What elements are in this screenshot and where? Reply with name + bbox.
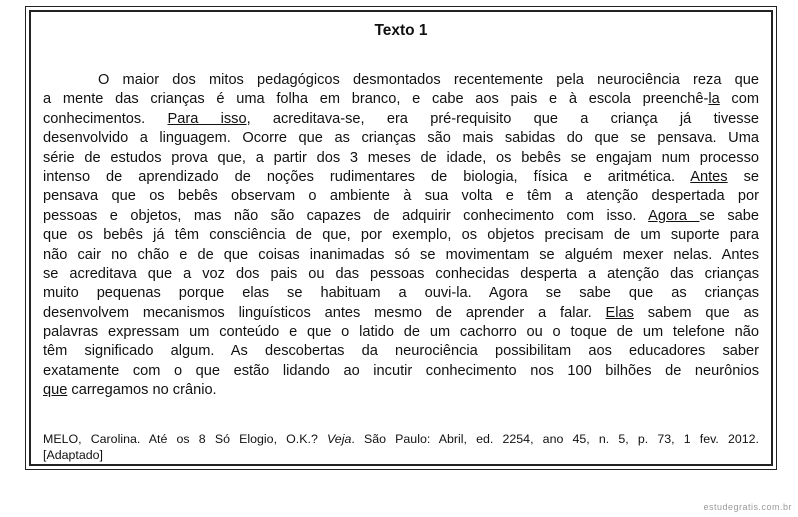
paragraph-line — [43, 90, 759, 109]
paragraph-line — [43, 71, 759, 90]
underlined-term: Elas — [605, 304, 634, 321]
reference-line — [43, 431, 759, 447]
text-segment: se acreditava que a voz dos pais ou das pessoas conhecidas desperta a atenção das crianças — [43, 265, 759, 282]
text-segment: pensava que os bebês observam o ambiente à sua volta e têm a atenção despertada por — [43, 188, 759, 205]
text-segment: exatamente com o que estão lidando ao incutir conhecimento nos 100 bilhões de neurônios — [43, 362, 759, 379]
paragraph-line — [43, 246, 759, 265]
text-segment: carregamos no crânio. — [67, 382, 217, 399]
paragraph-line — [43, 381, 759, 400]
paragraph-line — [43, 265, 759, 284]
text-segment: série de estudos prova que, a partir dos 3 meses de idade, os bebês se engajam num processo — [43, 149, 759, 166]
text-segment: , acreditava-se, era pré-requisito que a criança já tivesse — [246, 110, 759, 127]
text-segment: desenvolvido a linguagem. Ocorre que as crianças são mais sabidas do que se pensava. Uma — [43, 130, 759, 147]
paragraph-line — [43, 323, 759, 342]
text-segment: se — [727, 168, 759, 185]
paragraph-line — [43, 168, 759, 187]
text-segment: intenso de aprendizado de noções rudimentares de biologia, física e aritmética. — [43, 168, 691, 185]
text-segment: . São Paulo: Abril, ed. 2254, ano 45, n. 5, p. 73, 1 fev. 2012. — [351, 432, 759, 446]
underlined-term: Antes — [690, 168, 728, 185]
bibliographic-reference — [43, 431, 759, 463]
text-segment: a mente das crianças é uma folha em branco, e cabe aos pais e à escola preenchê- — [43, 91, 709, 108]
text-segment: têm significado algum. As descobertas da neurociência possibilitam aos educadores saber — [43, 343, 759, 360]
text-segment: conhecimentos. — [43, 110, 168, 127]
text-segment: palavras expressam um conteúdo e que o latido de um cachorro ou o toque de um telefone não — [43, 324, 759, 341]
text-frame-outer — [25, 6, 777, 470]
main-paragraph — [43, 71, 759, 401]
underlined-term: la — [708, 91, 720, 108]
text-frame — [29, 10, 773, 466]
underlined-term: Para isso — [167, 110, 247, 127]
text-segment: que os bebês já têm consciência de que, por exemplo, os objetos precisam de um suporte para — [43, 227, 759, 244]
paragraph-line — [43, 110, 759, 129]
text-title: Texto 1 — [374, 22, 428, 39]
text-segment: [Adaptado] — [43, 448, 103, 462]
paragraph-line — [43, 284, 759, 303]
paragraph-line — [43, 362, 759, 381]
site-watermark: estudegratis.com.br — [703, 502, 792, 512]
text-segment: sabem que as — [633, 304, 759, 321]
reference-line — [43, 447, 759, 463]
text-segment: com — [719, 91, 759, 108]
text-segment: O maior dos mitos pedagógicos desmontados recentemente pela neurociência reza que — [98, 72, 759, 88]
underlined-term: Agora — [648, 207, 700, 224]
paragraph-line — [43, 342, 759, 361]
paragraph-line — [43, 304, 759, 323]
paragraph-line — [43, 207, 759, 226]
text-segment: pessoas e objetos, mas não são capazes de adquirir conhecimento com isso. — [43, 207, 649, 224]
paragraph-line — [43, 149, 759, 168]
text-segment: se sabe — [699, 207, 759, 224]
text-segment: desenvolvem mecanismos linguísticos antes mesmo de aprender a falar. — [43, 304, 606, 321]
italic-title: Veja — [327, 432, 352, 446]
text-segment: MELO, Carolina. Até os 8 Só Elogio, O.K.? — [43, 432, 327, 446]
underlined-term: que — [43, 382, 68, 399]
text-segment: não cair no chão e de que coisas inanimadas só se movimentam se alguém mexer nelas. Antes — [43, 246, 759, 263]
paragraph-line — [43, 187, 759, 206]
paragraph-line — [43, 129, 759, 148]
paragraph-line — [43, 226, 759, 245]
text-segment: muito pequenas porque elas se habituam a ouvi-la. Agora se sabe que as crianças — [43, 285, 759, 302]
